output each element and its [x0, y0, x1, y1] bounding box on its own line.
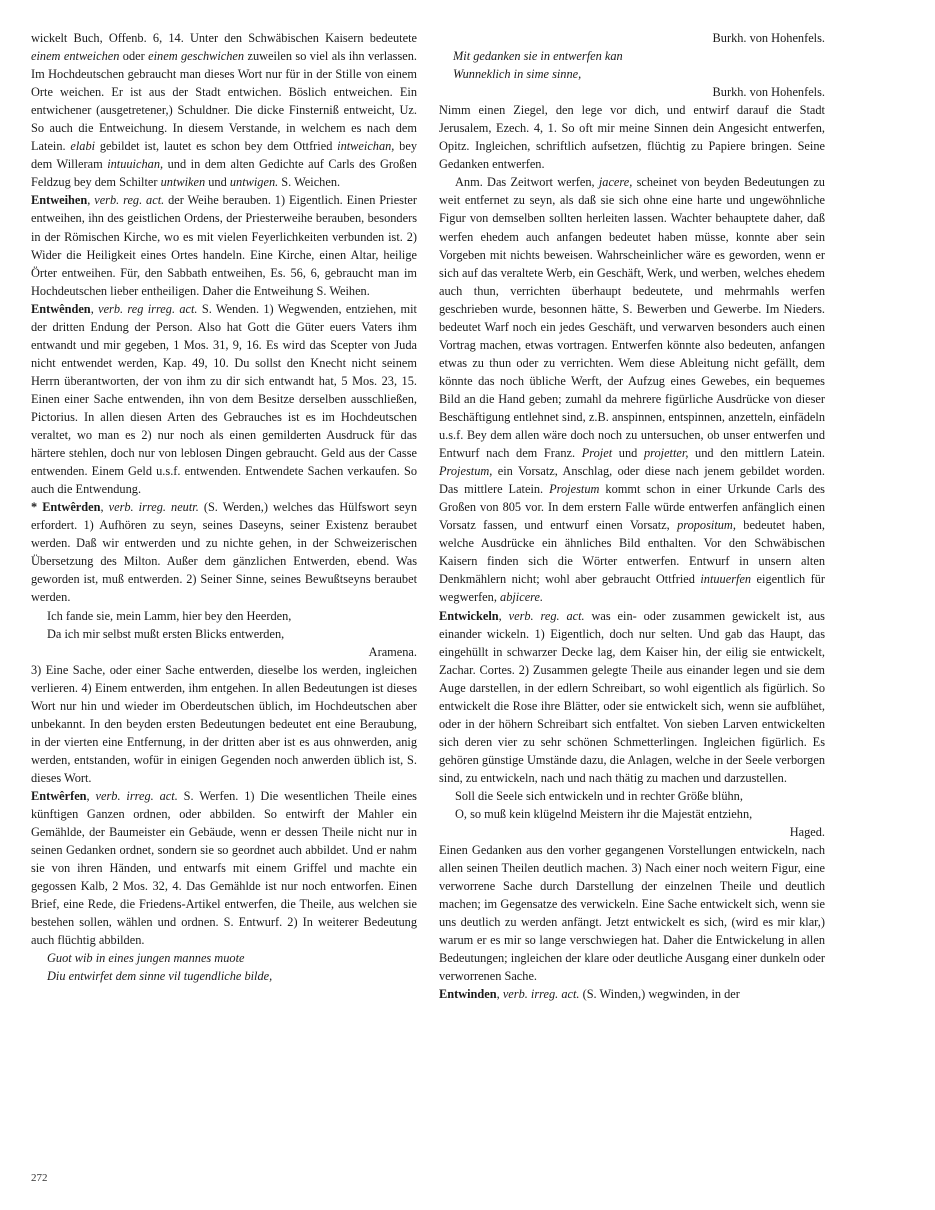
- verse-line: Wunneklich in sime sinne,: [453, 67, 582, 82]
- text-run: bey dem Willeram: [31, 139, 417, 172]
- verse-line: Da ich mir selbst mußt ersten Blicks entwerden,: [47, 626, 285, 641]
- verse-line: O, so muß kein klügelnd Meistern ihr die Majestät entziehn,: [455, 807, 753, 822]
- text-run: und: [205, 175, 230, 190]
- text-run: und: [612, 446, 644, 461]
- headword: Entwickeln: [439, 608, 499, 623]
- italic-term: intuuerfen: [700, 572, 752, 587]
- entry-entwinden: [439, 985, 825, 1003]
- page-number: 272: [31, 1172, 48, 1184]
- italic-term: propositum,: [677, 518, 736, 533]
- text-run: ,: [498, 608, 509, 623]
- headword: Entwêrden: [42, 500, 101, 515]
- verse-source: Aramena.: [368, 644, 417, 659]
- headword: Entwinden: [439, 987, 497, 1002]
- text-run: (S. Winden,) wegwinden, in der: [579, 987, 740, 1002]
- italic-term: jacere,: [598, 175, 633, 190]
- entry-annotation: [439, 173, 825, 606]
- text-run: ,: [90, 301, 99, 316]
- italic-term: intuuichan,: [107, 157, 164, 172]
- entry-entweihen: [31, 191, 417, 299]
- grammar-label: verb. reg. act.: [94, 193, 165, 208]
- grammar-label: verb. irreg. act.: [95, 788, 178, 803]
- text-run: eigentlich für wegwerfen,: [439, 572, 825, 605]
- entry-entwerfen-continued: Nimm einen Ziegel, den lege vor dich, und entwirf darauf die Stadt Jerusalem, Ezech. 4, 1. So oft mir meine Sinnen dein Angesicht entwerfen, Opitz. Ingleichen, schriftlich aufsetzen, flüchtig zu Papiere bringen. Seine Gedanken entwerfen.: [439, 103, 825, 172]
- text-run: S. Wenden. 1) Wegwenden, entziehen, mit der dritten Endung der Person. Also hat Gott die Güter euers Vaters ihm entwandt und mir gegeben, 1 Mos. 31, 9, 16. Es wird das Scepter von Juda nicht entwendet werden, Kap. 49, 10. Du sollst den Knecht nicht seinem Herrn überantworten, der von ihm zu dir sich entwandt hat, 5 Mos. 23, 15. Einen einer Sache entwenden, ihn von dem Besitze derselben ausschließen, Pictorius. In allen diesen Arten des Gebrauches ist es im Hochdeutschen veraltet, wo man es 2) nur noch als einen gemilderten Ausdruck für das härtere stehlen, doch nur von leblosen Dingen gebraucht. Geld aus der Casse entwenden. Einem Geld u.s.f. entwenden. Entwendete Sachen verkaufen. So auch die Entwendung.: [31, 301, 417, 497]
- entry-entwerfen: [31, 787, 417, 949]
- italic-term: Projestum: [549, 482, 600, 497]
- text-run: und den mittlern Latein.: [688, 446, 825, 461]
- entry-continuation-entwichen: [31, 29, 417, 191]
- italic-term: untwiken: [160, 175, 206, 190]
- headword: Entweihen: [31, 193, 88, 208]
- text-run: scheinet von beyden Bedeutungen zu weit entfernet zu seyn, als daß sie sich ohne eine harte und ungewöhnliche Figur von demselben sollten herleiten lassen. Wachter behauptete daher, daß werfen ehedem auch anfangen bedeutet haben müsse, konnte aber sein Vorgeben mit nichts beweisen. Wahrscheinlicher wäre es geworden, wenn er sich auf das veraltete Werb, ein Geschäft, Werk, und werben, welches ehedem auch thun, verrichten überhaupt bedeutete, und mehrmahls werfen geschrieben wurde, besonnen hätte, S. Bewerben und Gewerbe. Im Nieders. bedeutet Warf noch ein jedes Geschäft, und verwarven besonders auch einen Vortrag machen, etwas vortragen. Entwerfen könnte also bedeuten, anfangen etwas zu thun oder zu verrichten. Wem diese Ableitung nicht gefällt, dem könnte das noch übliche Werft, der Aufzug eines Gewebes, ein bequemes Bild an die Hand geben; zumahl da mehrere figürliche Ausdrücke von dieser Beschäftigung entlehnet sind, z.B. anspinnen, entspinnen, anzetteln, einfädeln u.s.f. Bey dem allen wäre doch noch zu untersuchen, ob unser entwerfen und Entwurf nach dem Franz.: [439, 175, 825, 461]
- text-run: kommt schon in einer Urkunde Carls des Großen von 805 vor. In dem erstern Falle würde entwerfen anfänglich einen Vorsatz fassen, und entwurf einen Vorsatz,: [439, 482, 825, 533]
- italic-term: Projet: [581, 446, 613, 461]
- text-run: bedeutet haben, welche Ausdrücke ein ähnliches Bild enthalten. Vor den Schwäbischen Kaisern finden sich die Wörter entwerfen. Entwurf in unsern alten Denkmählern nicht; wohl aber gebraucht Ottfried: [439, 518, 825, 587]
- entry-entwenden: [31, 300, 417, 499]
- text-run: zuweilen so viel als ihn verlassen. Im Hochdeutschen gebraucht man dieses Wort nur für in der Stille von einem Orte weichen. Er ist aus der Stadt entwichen. Böslich entweichen. Ein entwichener (ausgetretener,) Schuldner. Die dicke Finsterniß entweicht, Uz. So auch die Entweichung. In diesem Verstande, in welchem es nach dem Latein.: [31, 49, 417, 154]
- entry-entwerden-continued: 3) Eine Sache, oder einer Sache entwerden, dieselbe los werden, ingleichen verlieren. 4) Einem entwerden, ihm entgehen. In allen Bedeutungen ist dieses Wort nur hin und wieder im Oberdeutschen üblich, im Hochdeutschen aber unbekannt. In den beyden ersten Bedeutungen bedeutet ent eine Beraubung, in der vierten eine Entfernung, in der dritten aber ist es aus ohnwerden, anig werden, entstanden, wofür in einigen Gegenden noch anwerden üblich ist, S. dieses Wort.: [31, 662, 417, 785]
- entry-entwickeln-continued: Einen Gedanken aus den vorher gegangenen Vorstellungen entwickeln, nach allen seinen Theilen deutlich machen. 3) Nach einer noch weitern Figur, eine verworrene Sache durch Darstellung der einzelnen Theile und deutlich machen; im Gegensatze des verwickeln. Eine Sache entwickelt sich, wenn sie uns deutlich zu werden anfängt. Jetzt entwickelt es sich, (wird es mir klar,) warum er es mir so lange verschwiegen hat. Daher die Entwickelung in allen Bedeutungen; ingleichen der klare oder deutliche Ausgang einer dunkeln oder verworrenen Sache.: [439, 843, 825, 984]
- entry-entwickeln: [439, 607, 825, 787]
- verse-line: Guot wib in eines jungen mannes muote: [47, 951, 245, 966]
- verse-line: Ich fande sie, mein Lamm, hier bey den Heerden,: [47, 608, 292, 623]
- text-run: oder: [119, 49, 149, 64]
- text-run: (S. Werden,) welches das Hülfswort seyn erfordert. 1) Aufhören zu seyn, seines Daseyns, seiner Existenz beraubet werden. Daß wir entwerden und zu nichte gehen, in der Schweizerischen Übersetzung des Milton. Außer dem gänzlichen Entwerden, ebend. Was geworden ist, muß entwerden. 2) Seiner Sinne, seines Bewußtseyns beraubet werden.: [31, 500, 417, 605]
- entry-entwerden: [31, 498, 417, 606]
- italic-term: elabi: [70, 139, 96, 154]
- text-run: ein Vorsatz, Anschlag, oder diese nach jenem gebildet worden. Das mittlere Latein.: [439, 464, 825, 497]
- italic-term: projetter,: [643, 446, 689, 461]
- text-run: was ein- oder zusammen gewickelt ist, aus einander wickeln. 1) Eigentlich, doch nur selten. Und gab das Haupt, das eingehüllt in schwarzer Decke lag, dem Kaiser hin, der eilig sie entwickelt, Zachar. Cortes. 2) Zusammen gelegte Theile aus einander legen und sie dem Auge darstellen, in der edlern Schreibart, so wohl eigentlich als figürlich. So entwickelt die Rose ihre Blätter, oder sie entwickelt sich, wenn sie aufblühet, oder in der höhern Schreibart sich entfaltet. Von sieben Larven entwickelten sich deren vier zu sehr schönen Schmetterlingen. Ingleichen figürlich. Es gehören günstige Umstände dazu, die Anlagen, welche in der Seele verborgen sind, zu entwickeln, nach und nach thätig zu machen und darzustellen.: [439, 608, 825, 785]
- verse-source: Burkh. von Hohenfels.: [712, 31, 825, 45]
- text-run: S. Weichen.: [278, 175, 341, 190]
- text-run: ,: [86, 788, 96, 803]
- italic-term: untwigen.: [229, 175, 279, 190]
- text-run: und in dem alten Gedichte auf Carls des Großen Feldzug bey dem Schilter: [31, 157, 417, 190]
- headword: Entwêrfen: [31, 788, 87, 803]
- text-run: wickelt Buch, Offenb. 6, 14. Unter den Schwäbischen Kaisern bedeutete: [31, 31, 417, 45]
- left-column: [31, 29, 417, 985]
- text-run: S. Werfen. 1) Die wesentlichen Theile eines künftigen Ganzen ordnen, oder abbilden. So entwirft der Mahler ein Gemählde, der Baumeister ein Gebäude, wenn er dessen Theile nicht nur in seinen Gedanken ordnet, sondern sie so geordnet auch abbildet. Und er nahm sie von ihren Händen, und entwarfs mit einem Griffel und machte ein gegossen Kalb, 2 Mos. 32, 4. Das Gemählde ist nur noch entworfen. Einen Brief, eine Rede, die Friedens-Artikel entwerfen, die Theile, aus welchen sie bestehen sollen, wählen und ordnen. S. Entwurf. 2) In weiterer Bedeutung auch flüchtig abbilden.: [31, 788, 417, 948]
- text-run: ,: [100, 500, 109, 515]
- italic-term: Projestum,: [439, 464, 493, 479]
- text-run: gebildet ist, lautet es schon bey dem Ottfried: [95, 139, 338, 154]
- text-run: Anm. Das Zeitwort werfen,: [455, 175, 599, 190]
- grammar-label: verb. reg irreg. act.: [98, 301, 198, 316]
- italic-term: einem entweichen: [31, 49, 120, 64]
- verse-line: Soll die Seele sich entwickeln und in rechter Größe blühn,: [455, 788, 743, 803]
- italic-term: abjicere.: [500, 590, 544, 605]
- verse-line: Diu entwirfet dem sinne vil tugendliche bilde,: [47, 969, 273, 984]
- grammar-label: verb. irreg. act.: [502, 987, 580, 1002]
- italic-term: intweichan,: [337, 139, 395, 154]
- grammar-label: verb. irreg. neutr.: [108, 500, 199, 515]
- text-run: ,: [496, 987, 503, 1002]
- right-column: [439, 29, 825, 1004]
- headword: Entwênden: [31, 301, 91, 316]
- obsolete-marker: *: [31, 500, 43, 515]
- verse-source: Burkh. von Hohenfels.: [712, 85, 825, 100]
- text-run: der Weihe berauben. 1) Eigentlich. Einen Priester entweihen, ihn des geistlichen Ordens, der Priesterweihe berauben, besonders in der Römischen Kirche, wo es mit vielen Feyerlichkeiten verbunden ist. 2) Wider die Heiligkeit eines Ortes handeln. Eine Kirche, einen Altar, heilige Örter entweihen. Für, den Sabbath entweihen, Es. 56, 6, gebraucht man im Hochdeutschen lieber entheiligen. Daher die Entweihung S. Weihen.: [31, 193, 418, 298]
- italic-term: einem geschwichen: [148, 49, 245, 64]
- text-run: ,: [87, 193, 95, 208]
- verse-line: Mit gedanken sie in entwerfen kan: [453, 49, 623, 64]
- grammar-label: verb. reg. act.: [508, 608, 585, 623]
- verse-source: Haged.: [789, 825, 825, 840]
